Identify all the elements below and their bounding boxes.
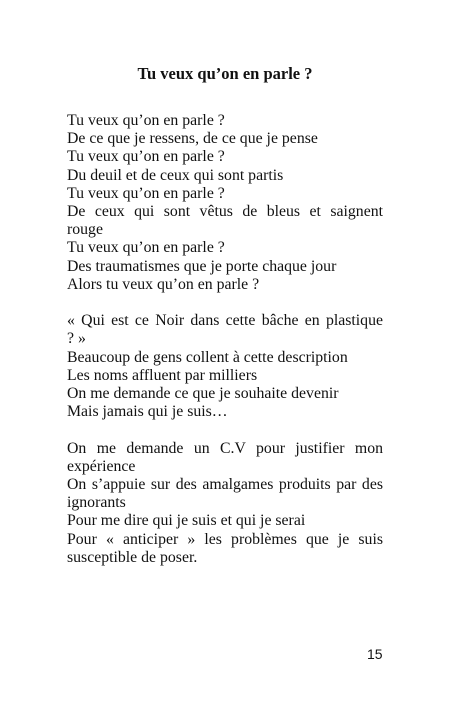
stanza-2 [67, 312, 383, 421]
poem-line: On s’appuie sur des amalgames produits par des [67, 476, 383, 494]
page-number: 15 [367, 646, 383, 662]
poem-title: Tu veux qu’on en parle ? [137, 64, 313, 83]
stanza-3 [67, 440, 383, 567]
poem-line: expérience [67, 457, 136, 475]
poem-line: De ceux qui sont vêtus de bleus et saignent [67, 203, 383, 221]
poem-body [67, 112, 383, 585]
poem-line: ignorants [67, 494, 126, 512]
poem-line: De ce que je ressens, de ce que je pense [67, 130, 318, 148]
poem-line: Du deuil et de ceux qui sont partis [67, 166, 284, 184]
poem-line: Pour « anticiper » les problèmes que je suis [67, 530, 383, 548]
poem-line: Alors tu veux qu’on en parle ? [67, 275, 260, 293]
poem-line: rouge [67, 221, 103, 239]
poem-line: Mais jamais qui je suis… [67, 403, 228, 421]
stanza-1 [67, 112, 383, 294]
poem-line: On me demande un C.V pour justifier mon [67, 439, 383, 457]
poem-line: Les noms affluent par milliers [67, 366, 258, 384]
poem-line: Tu veux qu’on en parle ? [67, 184, 225, 202]
poem-line: Pour me dire qui je suis et qui je serai [67, 512, 306, 530]
poem-line: susceptible de poser. [67, 548, 198, 566]
poem-line: Tu veux qu’on en parle ? [67, 239, 225, 257]
poem-line: « Qui est ce Noir dans cette bâche en plastique [67, 312, 383, 330]
poem-line: Tu veux qu’on en parle ? [67, 112, 225, 129]
poem-line: ? » [67, 330, 86, 348]
poem-line: Tu veux qu’on en parle ? [67, 148, 225, 166]
poem-line: Beaucoup de gens collent à cette description [67, 348, 348, 366]
poem-line: On me demande ce que je souhaite devenir [67, 385, 339, 403]
poem-line: Des traumatismes que je porte chaque jour [67, 257, 337, 275]
